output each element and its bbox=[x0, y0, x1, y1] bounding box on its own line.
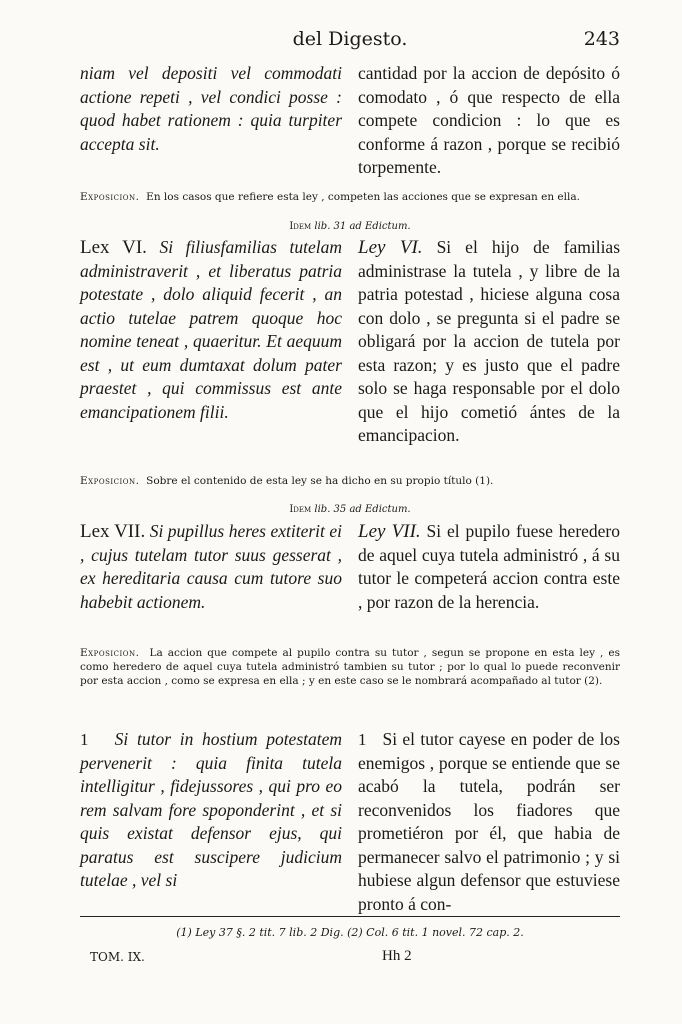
lex-vii-spanish-heading: Ley VII. bbox=[358, 521, 421, 542]
lex-vi-spanish-text: Si el hijo de familias administrase la tutela , y libre de la patria potestad , hiciese alguna cosa con dolo , se pregunta si el padre se obligará por la accion de tutela por esta razon; y es justo que el padre solo se haga responsable por el dolo que el hijo cometió ántes de la emancipacion. bbox=[358, 237, 621, 445]
page-number: 243 bbox=[583, 28, 620, 50]
source-idem: Idem bbox=[289, 504, 312, 515]
paragraph-1-latin-text: Si tutor in hostium potestatem pervenerit : quia finita tutela intelligitur , fidejussores , qui pro eo rem salvam fore spoponderint , et si quis existat defensor ejus, qui paratus est suscipere judicium tutelae , vel si bbox=[80, 729, 343, 890]
spanish-text-continuation: cantidad por la accion de depósito ó comodato , ó que respecto de ella compete condicion : lo que es conforme á razon , porque se recibió torpemente. bbox=[358, 63, 620, 177]
lex-vii-spanish bbox=[358, 520, 620, 614]
source-citation-2 bbox=[80, 504, 620, 515]
source-ref: lib. 35 ad Edictum. bbox=[314, 504, 411, 515]
exposition-label: Exposicion. bbox=[80, 475, 140, 487]
footnotes: (1) Ley 37 §. 2 tit. 7 lib. 2 Dig. (2) Col. 6 tit. 1 novel. 72 cap. 2. bbox=[176, 926, 524, 939]
source-idem: Idem bbox=[289, 221, 312, 232]
footnote-rule bbox=[80, 916, 620, 917]
lex-vii-latin-text: Si pupillus heres extiterit ei , cujus tutelam tutor suus gesserat , ex hereditaria causa cum tutore suo habebit actionem. bbox=[80, 521, 342, 612]
paragraph-number: 1 bbox=[80, 730, 89, 749]
exposition-label: Exposicion. bbox=[80, 647, 140, 659]
running-header bbox=[80, 28, 620, 54]
paragraph-1-latin bbox=[80, 728, 342, 893]
source-ref: lib. 31 ad Edictum. bbox=[314, 221, 411, 232]
exposition-3 bbox=[80, 646, 620, 688]
running-title: del Digesto. bbox=[292, 28, 408, 50]
lex-vii-spanish-text: Si el pupilo fuese heredero de aquel cuya tutela administró , á su tutor le competerá accion contra este , por razon de la herencia. bbox=[358, 521, 621, 612]
source-citation-1 bbox=[80, 221, 620, 232]
lex-vi-latin-text: Si filiusfamilias tutelam administraverit , et liberatus patria potestate , dolo aliquid fecerit , an actio tutelae patrem quoque hoc nomine teneat , quaeritur. Et aequum est , ut eum dumtaxat dolum pater praestet , qui commissus est ante emancipationem filii. bbox=[80, 237, 343, 422]
paragraph-number: 1 bbox=[358, 730, 367, 749]
exposition-1 bbox=[80, 190, 620, 204]
paragraph-1-spanish bbox=[358, 728, 620, 916]
exposition-text: La accion que compete al pupilo contra su tutor , segun se propone en esta ley , es como heredero de aquel cuya tutela administró tambien su tutor ; por lo qual lo puede reconvenir por esta accion , como se expresa en ella ; y en este caso se le nombrará acompañado al tutor (2). bbox=[80, 647, 620, 687]
volume-signature: TOM. IX. bbox=[90, 950, 145, 964]
exposition-label: Exposicion. bbox=[80, 191, 140, 203]
exposition-2 bbox=[80, 474, 620, 488]
lex-vi-latin bbox=[80, 236, 342, 424]
lex-vii-latin-heading: Lex VII. bbox=[80, 521, 146, 542]
lex-vi-spanish-heading: Ley VI. bbox=[358, 237, 423, 258]
lex-vii-latin bbox=[80, 520, 342, 614]
latin-text-continuation: niam vel depositi vel commodati actione repeti , vel condici posse : quod habet rationem : quia turpiter accepta sit. bbox=[80, 63, 342, 154]
lex-vi-spanish bbox=[358, 236, 620, 448]
exposition-text: Sobre el contenido de esta ley se ha dicho en su propio título (1). bbox=[146, 475, 494, 487]
lex-vi-latin-heading: Lex VI. bbox=[80, 237, 147, 258]
paragraph-1-spanish-text: Si el tutor cayese en poder de los enemigos , porque se entiende que se acabó la tutela, podrán ser reconvenidos los fiadores que prometiéron por él, que habia de permanecer salvo el patrimonio ; y si hubiese algun defensor que estuviese pronto á con- bbox=[358, 729, 620, 914]
exposition-text: En los casos que refiere esta ley , competen las acciones que se expresan en ella. bbox=[146, 191, 580, 203]
sheet-mark: Hh 2 bbox=[382, 948, 412, 964]
